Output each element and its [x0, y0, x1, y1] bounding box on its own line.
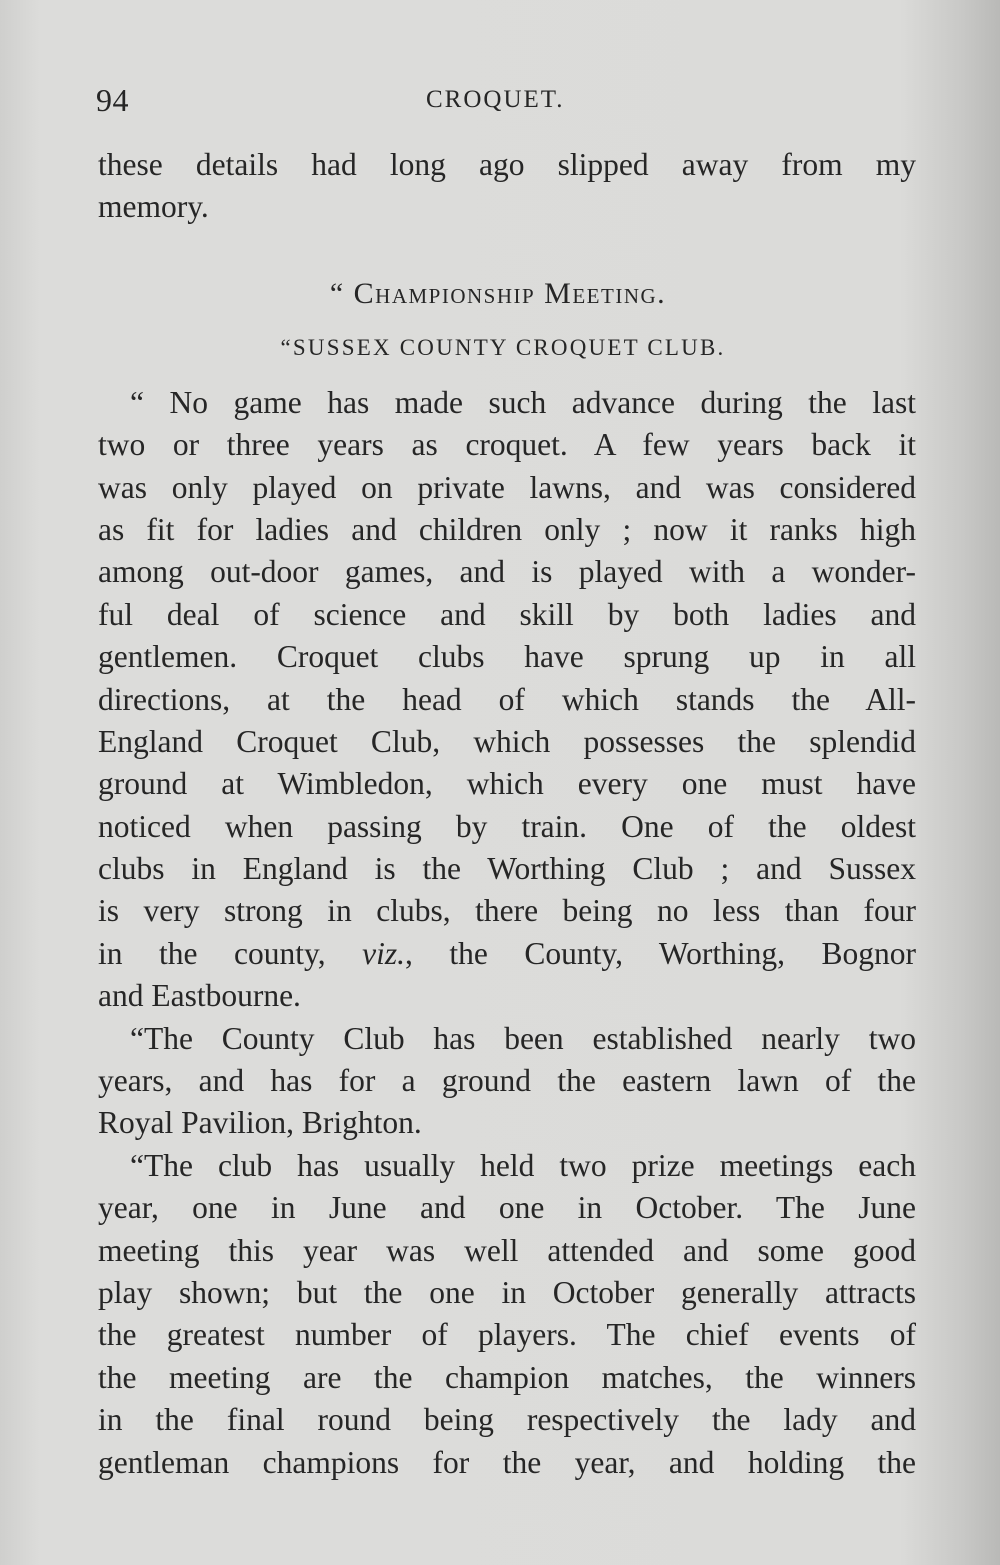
text-line: memory.	[98, 189, 209, 225]
text-line: is very strong in clubs, there being no less than four	[98, 893, 916, 929]
text-line: years, and has for a ground the eastern lawn of the	[98, 1063, 916, 1099]
section-subheading: “SUSSEX COUNTY CROQUET CLUB.	[280, 334, 726, 360]
text-line: “The club has usually held two prize meetings each	[130, 1147, 916, 1183]
page-number: 94	[96, 82, 129, 118]
text-line: two or three years as croquet. A few years back it	[98, 427, 916, 463]
text-line-with-italic	[98, 933, 916, 975]
text-line: and Eastbourne.	[98, 978, 301, 1014]
text-line: these details had long ago slipped away from my	[98, 147, 916, 182]
text-line: noticed when passing by train. One of the oldest	[98, 808, 916, 844]
running-title: CROQUET.	[426, 86, 565, 113]
text-line: among out-door games, and is played with a wonder-	[98, 554, 916, 590]
text-run: , the County, Worthing, Bognor	[404, 935, 916, 971]
section-heading: “ Championship Meeting.	[329, 276, 667, 310]
text-line: gentlemen. Croquet clubs have sprung up in all	[98, 639, 916, 675]
text-line: ground at Wimbledon, which every one must have	[98, 766, 916, 802]
text-line: meeting this year was well attended and some good	[98, 1232, 916, 1268]
running-head	[96, 82, 916, 122]
text-line: England Croquet Club, which possesses the splendid	[98, 723, 916, 759]
text-line: gentleman champions for the year, and holding the	[98, 1444, 916, 1480]
text-line: as fit for ladies and children only ; now it ranks high	[98, 511, 916, 547]
text-line: “ No game has made such advance during the last	[130, 384, 916, 420]
text-line: year, one in June and one in October. The June	[98, 1190, 916, 1226]
text-line: the meeting are the champion matches, the winners	[98, 1359, 916, 1395]
text-line: the greatest number of players. The chief events of	[98, 1317, 916, 1353]
italic-abbreviation: viz.	[362, 935, 405, 971]
text-line: was only played on private lawns, and was considered	[98, 469, 916, 505]
text-line: directions, at the head of which stands the All-	[98, 681, 916, 717]
text-line: ful deal of science and skill by both ladies and	[98, 596, 916, 632]
text-run: in the county,	[98, 935, 363, 971]
text-line: play shown; but the one in October generally attracts	[98, 1274, 916, 1310]
text-line: in the final round being respectively the lady and	[98, 1402, 916, 1438]
text-line: clubs in England is the Worthing Club ; and Sussex	[98, 851, 916, 887]
text-line: Royal Pavilion, Brighton.	[98, 1105, 422, 1141]
body-text	[98, 144, 916, 1484]
text-line: “The County Club has been established nearly two	[130, 1020, 916, 1056]
